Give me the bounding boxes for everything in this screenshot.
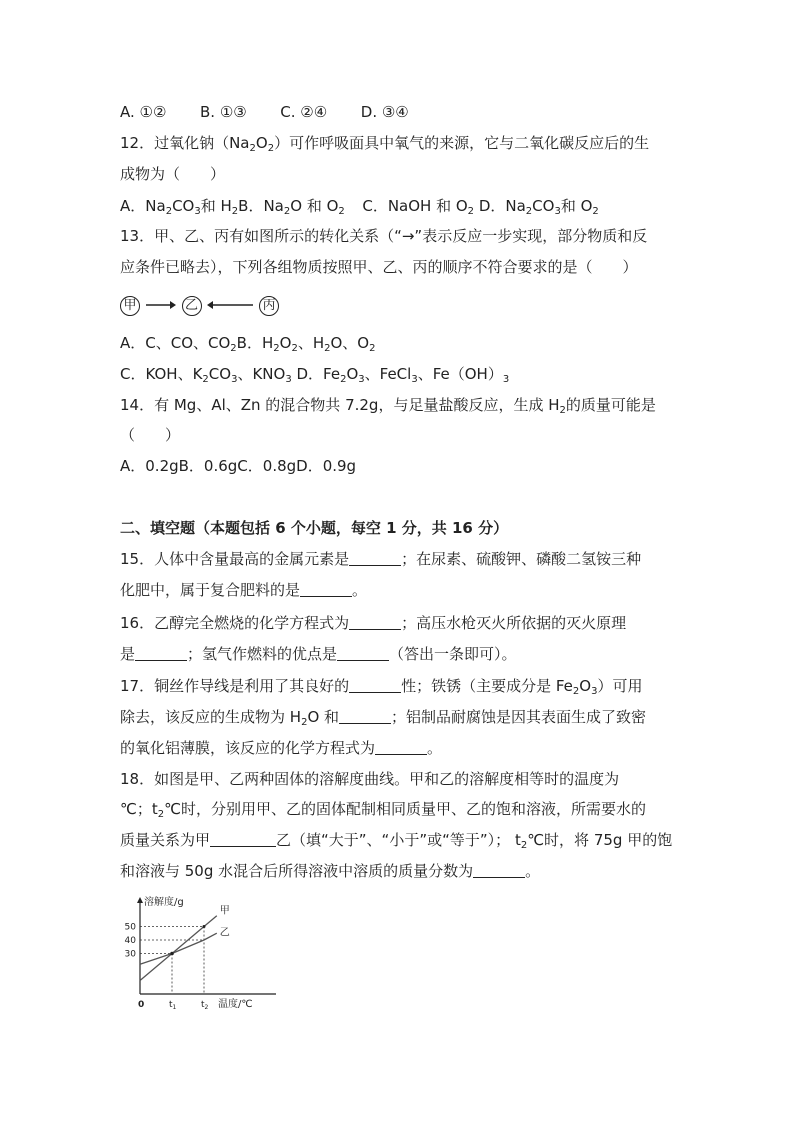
q18-line4: 和溶液与 50g 水混合后所得溶液中溶质的质量分数为 。: [120, 862, 541, 880]
answer-blank[interactable]: [349, 615, 401, 630]
q12-option-d[interactable]: D．$Na_2CO_3$和 $O_2$: [478, 197, 599, 217]
answer-blank[interactable]: [337, 646, 389, 661]
y-axis-arrow: [137, 897, 143, 903]
q18-line1: 18．如图是甲、乙两种固体的溶解度曲线。甲和乙的溶解度相等时的温度为: [120, 770, 620, 788]
q13-stem-line2: 应条件已略去），下列各组物质按照甲、乙、丙的顺序不符合要求的是（ ）: [120, 258, 638, 276]
q11-option-d[interactable]: D. ③④: [360, 103, 409, 121]
q13-option-d[interactable]: D．$Fe_2O_3$、FeCl$_3$、$Fe(OH)_3$: [296, 365, 510, 385]
q15-line1: 15．人体中含量最高的金属元素是 ；在尿素、硫酸钾、磷酸二氢铵三种: [120, 550, 642, 568]
q13-option-a[interactable]: A．C、CO、$CO_2$: [120, 334, 237, 354]
answer-blank[interactable]: [339, 709, 391, 724]
series-line-jia: [140, 916, 217, 981]
q18-line3: 质量关系为甲 乙（填“大于”、“小于”或“等于”）； $t_2℃$时，将 75g 甲的饱: [120, 831, 673, 851]
answer-blank[interactable]: [349, 678, 401, 693]
arrow-left-icon: [206, 299, 254, 311]
y-axis-label: 溶解度/g: [144, 897, 184, 908]
x-tick-label: 0: [138, 1000, 145, 1010]
solubility-chart-svg: [120, 894, 280, 1014]
answer-blank[interactable]: [473, 863, 525, 878]
jia-point-t2: [203, 925, 206, 928]
q12-option-a[interactable]: A．$Na_2CO_3$和 $H_2$: [120, 197, 239, 217]
answer-blank[interactable]: [210, 832, 276, 847]
q13-options-cd: [120, 364, 509, 390]
q15-line2: 化肥中，属于复合肥料的是 。: [120, 581, 368, 599]
q12-stem-line2: 成物为（ ）: [120, 165, 226, 183]
y-tick-label: 30: [124, 949, 136, 960]
node-bing: 丙: [259, 296, 279, 316]
q14-stem-line2: （ ）: [120, 426, 181, 444]
node-jia: 甲: [120, 296, 140, 316]
q11-option-c[interactable]: C. ②④: [280, 103, 328, 121]
q11-options: [120, 102, 409, 122]
q16-line2: 是 ；氢气作燃料的优点是 （答出一条即可）。: [120, 645, 517, 663]
q11-option-a[interactable]: A. ①②: [120, 103, 167, 121]
q17-line1: 17．铜丝作导线是利用了其良好的 性；铁锈（主要成分是 $Fe_2O_3$）可用: [120, 677, 643, 697]
arrow-right-icon: [145, 299, 177, 311]
y-tick-label: 50: [124, 922, 136, 933]
q12-option-b[interactable]: B．$Na_2O$ 和 $O_2$: [238, 197, 345, 217]
series-label: 乙: [219, 927, 230, 939]
node-yi: 乙: [182, 296, 202, 316]
q11-option-b[interactable]: B. ①③: [200, 103, 247, 121]
x-tick-label: $t_1$: [169, 1000, 177, 1011]
q13-option-c[interactable]: C．KOH、$K_2CO_3$、$KNO_3$: [120, 365, 292, 385]
q12-option-c[interactable]: C．NaOH 和 $O_2$: [362, 197, 475, 217]
series-label: 甲: [219, 905, 230, 917]
q13-conversion-diagram: [120, 291, 279, 317]
q12-stem-line1: 12．过氧化钠$(Na_2O_2)$可作呼吸面具中氧气的来源，它与二氧化碳反应后的生: [120, 134, 650, 154]
solubility-chart: [120, 894, 280, 1014]
q17-line3: 的氧化铝薄膜，该反应的化学方程式为 。: [120, 739, 443, 757]
q13-stem-line1: 13．甲、乙、丙有如图所示的转化关系（“→”表示反应一步实现，部分物质和反: [120, 227, 648, 245]
section-title: 二、填空题（本题包括 6 个小题，每空 1 分，共 16 分）: [120, 519, 509, 537]
q14-stem-line1: 14．有 Mg、Al、Zn 的混合物共 7.2g，与足量盐酸反应，生成 $H_2$的质量可能是: [120, 396, 656, 416]
q17-line2: 除去，该反应的生成物为 $H_2O$ 和 ；铝制品耐腐蚀是因其表面生成了致密: [120, 708, 647, 728]
q16-line1: 16．乙醇完全燃烧的化学方程式为 ；高压水枪灭火所依据的灭火原理: [120, 614, 627, 632]
q14-options[interactable]: A．0.2gB．0.6gC．0.8gD．0.9g: [120, 457, 357, 475]
q13-option-b[interactable]: B．$H_2O_2$、$H_2O$、$O_2$: [236, 334, 376, 354]
q12-options: [120, 196, 599, 222]
x-axis-label: 温度/℃: [218, 999, 253, 1010]
intersection-point: [170, 952, 174, 956]
answer-blank[interactable]: [375, 740, 427, 755]
q13-options-ab: [120, 333, 375, 359]
y-tick-label: 40: [124, 936, 136, 946]
answer-blank[interactable]: [349, 551, 401, 566]
answer-blank[interactable]: [135, 646, 187, 661]
q18-line2: ℃；$t_2℃$时，分别用甲、乙的固体配制相同质量甲、乙的饱和溶液，所需要水的: [120, 800, 646, 820]
answer-blank[interactable]: [300, 582, 352, 597]
x-tick-label: $t_2$: [201, 1000, 209, 1011]
